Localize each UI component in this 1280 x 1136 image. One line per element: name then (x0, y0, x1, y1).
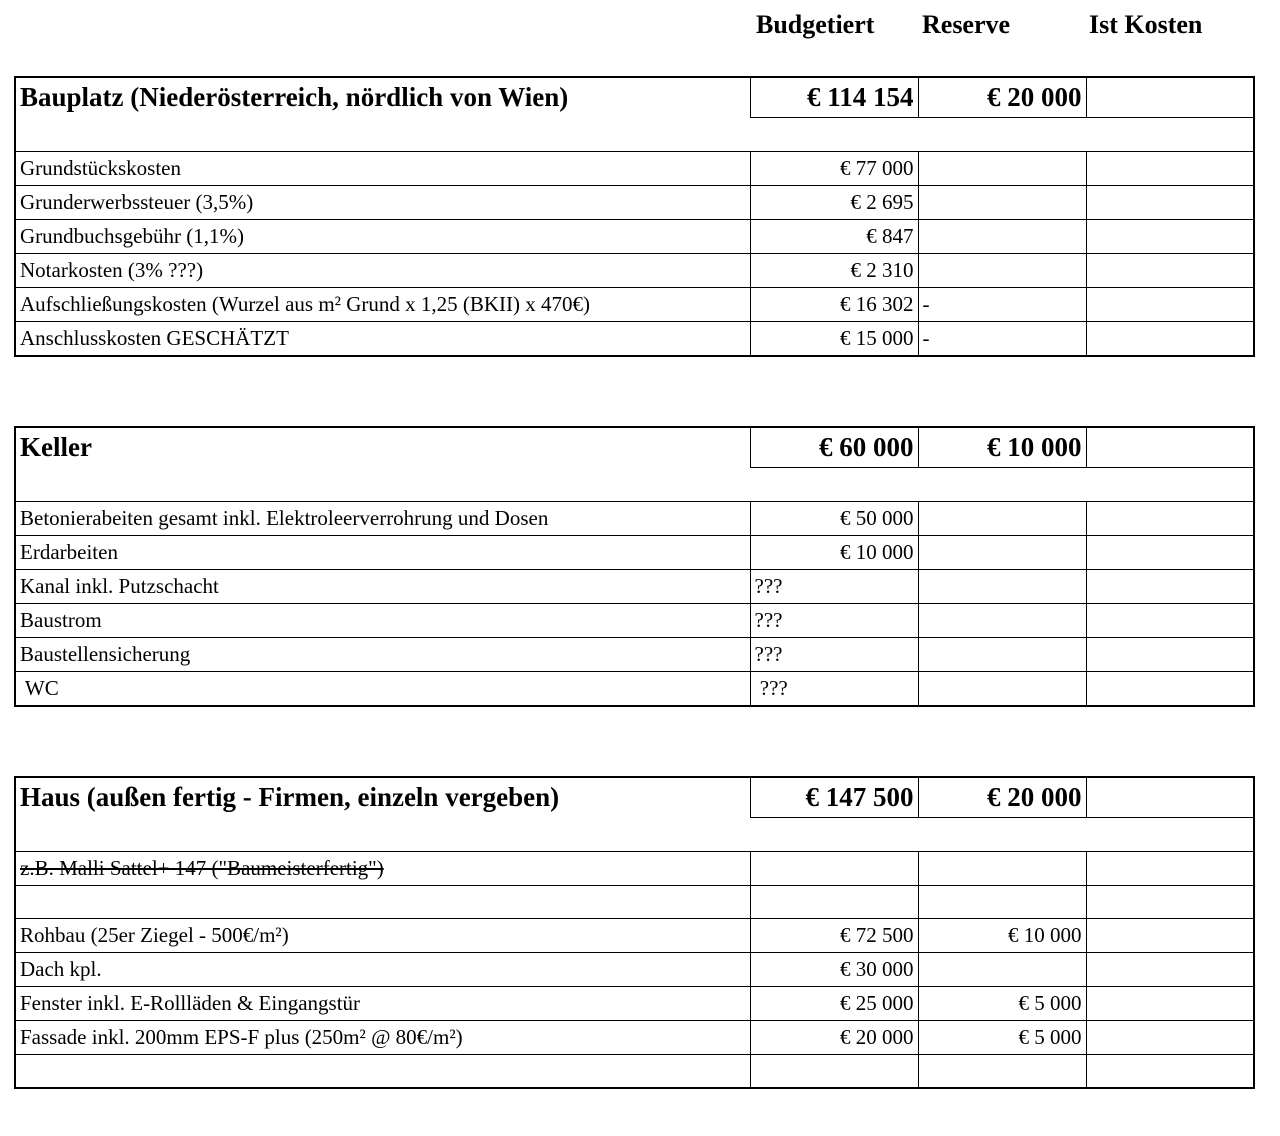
row-budget (750, 1055, 918, 1088)
spacer-cell (15, 818, 1254, 852)
row-reserve (918, 953, 1086, 987)
row-reserve (918, 886, 1086, 919)
spacer-row (15, 818, 1254, 852)
row-reserve (918, 570, 1086, 604)
section-title: Bauplatz (Niederösterreich, nördlich von Wien) (15, 77, 750, 118)
spacer-row (15, 118, 1254, 152)
row-label: Betonierabeiten gesamt inkl. Elektroleerverrohrung und Dosen (15, 502, 750, 536)
row-actual (1086, 570, 1254, 604)
row-reserve (918, 152, 1086, 186)
row-actual (1086, 186, 1254, 220)
row-budget: € 50 000 (750, 502, 918, 536)
table-row (15, 254, 1254, 288)
row-budget: € 25 000 (750, 987, 918, 1021)
row-budget: € 77 000 (750, 152, 918, 186)
section-title: Keller (15, 427, 750, 468)
row-budget (750, 886, 918, 919)
row-reserve: € 5 000 (918, 1021, 1086, 1055)
row-label (15, 1055, 750, 1088)
row-reserve (918, 638, 1086, 672)
row-actual (1086, 638, 1254, 672)
row-actual (1086, 852, 1254, 886)
row-actual (1086, 536, 1254, 570)
row-label: Grunderwerbssteuer (3,5%) (15, 186, 750, 220)
row-budget: € 16 302 (750, 288, 918, 322)
row-label-strikethrough: z.B. Malli Sattel+ 147 ("Baumeisterfertig") (15, 852, 750, 886)
row-actual (1086, 220, 1254, 254)
row-reserve: € 5 000 (918, 987, 1086, 1021)
column-header-actual: Ist Kosten (1089, 10, 1203, 39)
table-row (15, 186, 1254, 220)
row-budget: ??? (750, 570, 918, 604)
row-reserve (918, 1055, 1086, 1088)
row-budget: € 847 (750, 220, 918, 254)
row-reserve (918, 254, 1086, 288)
row-budget: € 10 000 (750, 536, 918, 570)
column-header-budgeted: Budgetiert (756, 10, 875, 39)
spacer-cell (15, 468, 1254, 502)
row-label: Baustrom (15, 604, 750, 638)
row-actual (1086, 1055, 1254, 1088)
row-budget (750, 852, 918, 886)
row-reserve (918, 502, 1086, 536)
row-reserve (918, 186, 1086, 220)
section-reserve-total: € 20 000 (918, 777, 1086, 818)
table-row (15, 502, 1254, 536)
row-label (15, 886, 750, 919)
table-row (15, 672, 1254, 707)
section-reserve-total: € 20 000 (918, 77, 1086, 118)
row-actual (1086, 322, 1254, 357)
row-label: Aufschließungskosten (Wurzel aus m² Grund x 1,25 (BKII) x 470€) (15, 288, 750, 322)
table-row (15, 604, 1254, 638)
table-row (15, 638, 1254, 672)
row-actual (1086, 919, 1254, 953)
row-actual (1086, 886, 1254, 919)
section-actual-total (1086, 427, 1254, 468)
row-actual (1086, 672, 1254, 707)
section-header-row (15, 77, 1254, 118)
table-row (15, 1055, 1254, 1088)
row-reserve: - (918, 322, 1086, 357)
section-reserve-total: € 10 000 (918, 427, 1086, 468)
row-reserve: - (918, 288, 1086, 322)
table-row (15, 852, 1254, 886)
section-title: Haus (außen fertig - Firmen, einzeln vergeben) (15, 777, 750, 818)
row-budget: ??? (750, 604, 918, 638)
row-actual (1086, 502, 1254, 536)
row-actual (1086, 152, 1254, 186)
row-reserve (918, 672, 1086, 707)
row-label: Rohbau (25er Ziegel - 500€/m²) (15, 919, 750, 953)
row-reserve (918, 220, 1086, 254)
column-header-reserve: Reserve (922, 10, 1011, 39)
section-actual-total (1086, 777, 1254, 818)
table-row (15, 152, 1254, 186)
row-budget: € 72 500 (750, 919, 918, 953)
row-budget: € 20 000 (750, 1021, 918, 1055)
table-row (15, 1021, 1254, 1055)
row-reserve (918, 604, 1086, 638)
table-row (15, 953, 1254, 987)
row-label: Anschlusskosten GESCHÄTZT (15, 322, 750, 357)
row-label: Fassade inkl. 200mm EPS-F plus (250m² @ 80€/m²) (15, 1021, 750, 1055)
row-budget: € 15 000 (750, 322, 918, 357)
row-label: Erdarbeiten (15, 536, 750, 570)
table-row (15, 886, 1254, 919)
row-label: Kanal inkl. Putzschacht (15, 570, 750, 604)
row-actual (1086, 987, 1254, 1021)
row-label: WC (15, 672, 750, 707)
row-label: Baustellensicherung (15, 638, 750, 672)
row-reserve: € 10 000 (918, 919, 1086, 953)
row-budget: € 30 000 (750, 953, 918, 987)
section-budget-total: € 147 500 (750, 777, 918, 818)
spacer-row (15, 468, 1254, 502)
table-row (15, 919, 1254, 953)
section-bauplatz (14, 76, 1255, 357)
row-actual (1086, 1021, 1254, 1055)
table-row (15, 536, 1254, 570)
section-header-row (15, 427, 1254, 468)
section-budget-total: € 114 154 (750, 77, 918, 118)
row-budget: € 2 310 (750, 254, 918, 288)
table-row (15, 322, 1254, 357)
row-label: Grundbuchsgebühr (1,1%) (15, 220, 750, 254)
spacer-cell (15, 118, 1254, 152)
table-row (15, 288, 1254, 322)
row-actual (1086, 953, 1254, 987)
row-actual (1086, 254, 1254, 288)
row-reserve (918, 536, 1086, 570)
section-header-row (15, 777, 1254, 818)
section-haus (14, 776, 1255, 1089)
table-row (15, 220, 1254, 254)
section-actual-total (1086, 77, 1254, 118)
row-actual (1086, 288, 1254, 322)
row-reserve (918, 852, 1086, 886)
row-label: Notarkosten (3% ???) (15, 254, 750, 288)
section-budget-total: € 60 000 (750, 427, 918, 468)
row-actual (1086, 604, 1254, 638)
row-label: Dach kpl. (15, 953, 750, 987)
section-keller (14, 426, 1255, 707)
table-row (15, 987, 1254, 1021)
row-budget: € 2 695 (750, 186, 918, 220)
row-label: Fenster inkl. E-Rollläden & Eingangstür (15, 987, 750, 1021)
row-label: Grundstückskosten (15, 152, 750, 186)
row-budget: ??? (750, 638, 918, 672)
table-row (15, 570, 1254, 604)
row-budget: ??? (750, 672, 918, 707)
